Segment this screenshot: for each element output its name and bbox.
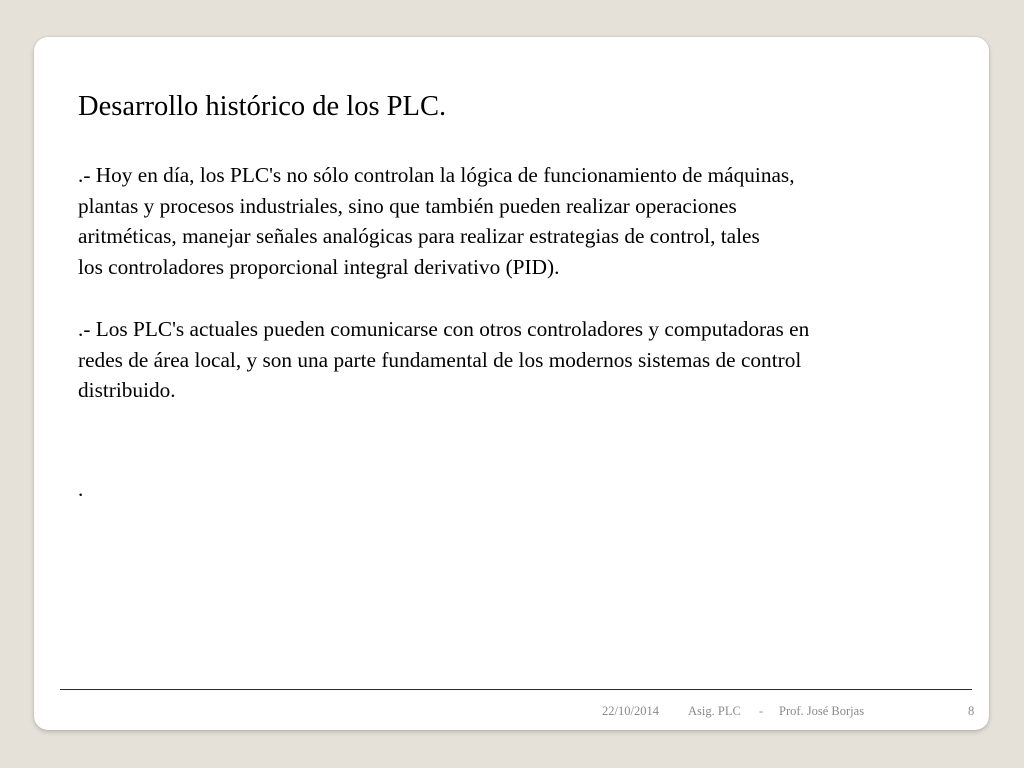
- text-line: .: [78, 477, 84, 501]
- footer-course: Asig. PLC: [688, 704, 741, 718]
- slide-number: 8: [968, 704, 975, 718]
- text-line: .- Hoy en día, los PLC's no sólo controlan la lógica de funcionamiento de máquinas,: [78, 163, 795, 187]
- text-line: los controladores proporcional integral derivativo (PID).: [78, 254, 560, 279]
- text-line: plantas y procesos industriales, sino que también pueden realizar operaciones: [78, 193, 737, 218]
- footer-professor: Prof. José Borjas: [779, 704, 865, 718]
- footer-divider: [60, 689, 972, 690]
- text-line: distribuido.: [78, 378, 176, 402]
- slide-title: Desarrollo histórico de los PLC.: [78, 91, 447, 122]
- footer-separator: -: [759, 704, 764, 718]
- bullet-paragraph-1: [78, 160, 982, 282]
- text-line: aritméticas, manejar señales analógicas para realizar estrategias de control, tales: [78, 224, 760, 248]
- text-line: redes de área local, y son una parte fundamental de los modernos sistemas de control: [78, 347, 802, 372]
- bullet-paragraph-3: [78, 474, 302, 505]
- slide: [34, 37, 989, 730]
- bullet-paragraph-2: [78, 314, 1002, 406]
- footer-date: 22/10/2014: [602, 704, 659, 718]
- text-line: .- Los PLC's actuales pueden comunicarse con otros controladores y computadoras en: [78, 317, 810, 341]
